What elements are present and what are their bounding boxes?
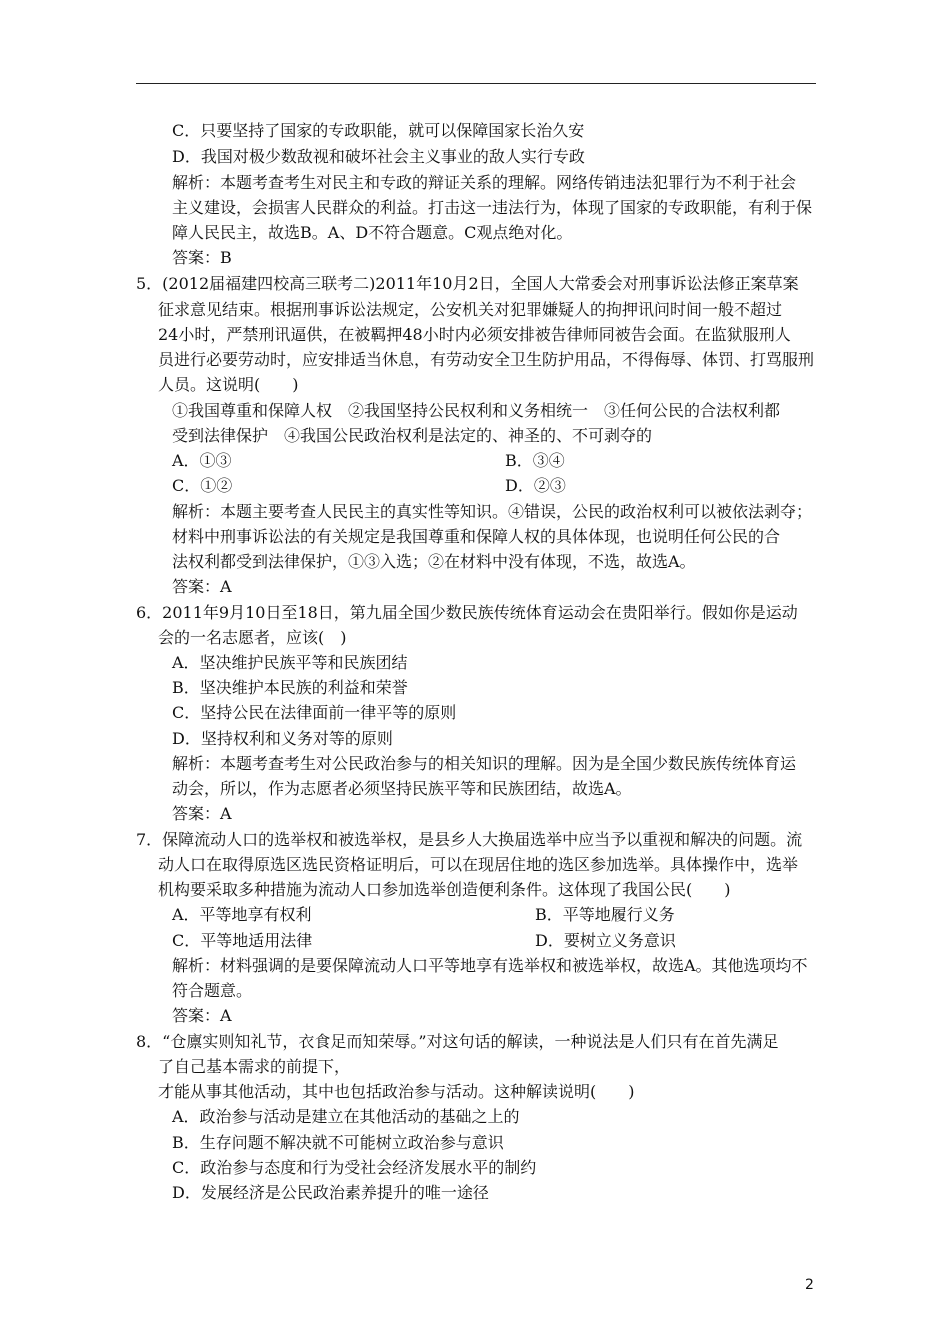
q6-answer: 答案：A: [172, 804, 232, 823]
q6-option-d: D．坚持权利和义务对等的原则: [172, 729, 393, 748]
q5-analysis-line: 解析：本题主要考查人民民主的真实性等知识。④错误，公民的政治权利可以被依法剥夺；: [172, 502, 813, 521]
q7-stem-line: 机构要采取多种措施为流动人口参加选举创造便利条件。这体现了我国公民( ): [158, 880, 731, 899]
q8-stem-line: 了自己基本需求的前提下，: [158, 1057, 351, 1076]
q6-option-a: A．坚决维护民族平等和民族团结: [172, 653, 408, 672]
q5-statements-line: 受到法律保护 ④我国公民政治权利是法定的、神圣的、不可剥夺的: [172, 426, 653, 445]
q7-analysis-line: 解析：材料强调的是要保障流动人口平等地享有选举权和被选举权，故选A。其他选项均不: [172, 956, 808, 975]
q5-answer: 答案：A: [172, 577, 232, 596]
q7-analysis-line: 符合题意。: [172, 981, 253, 1000]
q8-option-a: A．政治参与活动是建立在其他活动的基础之上的: [172, 1107, 520, 1126]
q5-option-c: C．①②: [172, 476, 233, 495]
q5-stem-line: 征求意见结束。根据刑事诉讼法规定，公安机关对犯罪嫌疑人的拘押讯问时间一般不超过: [158, 300, 783, 319]
q8-stem-line: 才能从事其他活动，其中也包括政治参与活动。这种解读说明( ): [158, 1082, 635, 1101]
q7-option-c: C．平等地适用法律: [172, 931, 313, 950]
q5-option-d: D．②③: [505, 476, 566, 495]
q5-stem-line: 人员。这说明( ): [158, 375, 299, 394]
q7-option-b: B．平等地履行义务: [535, 905, 675, 924]
q7-stem-line: 7．保障流动人口的选举权和被选举权，是县乡人大换届选举中应当予以重视和解决的问题。流: [136, 830, 803, 849]
q6-option-b: B．坚决维护本民族的利益和荣誉: [172, 678, 408, 697]
q6-analysis-line: 动会，所以，作为志愿者必须坚持民族平等和民族团结，故选A。: [172, 779, 632, 798]
q4-answer: 答案：B: [172, 248, 232, 267]
q4-analysis-line: 解析：本题考查考生对民主和专政的辩证关系的理解。网络传销违法犯罪行为不利于社会: [172, 173, 797, 192]
page-number: 2: [805, 1277, 814, 1293]
q5-stem-line: 24小时，严禁刑讯逼供，在被羁押48小时内必须安排被告律师同被告会面。在监狱服刑人: [158, 325, 791, 344]
q6-option-c: C．坚持公民在法律面前一律平等的原则: [172, 703, 457, 722]
q5-option-a: A．①③: [172, 451, 232, 470]
q8-option-b: B．生存问题不解决就不可能树立政治参与意识: [172, 1133, 504, 1152]
q4-option-c: C．只要坚持了国家的专政职能，就可以保障国家长治久安: [172, 121, 585, 140]
q4-analysis-line: 主义建设，会损害人民群众的利益。打击这一违法行为，体现了国家的专政职能，有利于保: [172, 198, 813, 217]
q6-analysis-line: 解析：本题考查考生对公民政治参与的相关知识的理解。因为是全国少数民族传统体育运: [172, 754, 797, 773]
q5-stem-line: 员进行必要劳动时，应安排适当休息，有劳动安全卫生防护用品，不得侮辱、体罚、打骂服刑: [158, 350, 815, 369]
q5-stem-line: 5．(2012届福建四校高三联考二)2011年10月2日，全国人大常委会对刑事诉讼法修正案草案: [136, 274, 799, 293]
q5-option-b: B．③④: [505, 451, 565, 470]
q7-option-d: D．要树立义务意识: [535, 931, 676, 950]
q4-option-d: D．我国对极少数敌视和破坏社会主义事业的敌人实行专政: [172, 147, 585, 166]
q5-analysis-line: 材料中刑事诉讼法的有关规定是我国尊重和保障人权的具体体现，也说明任何公民的合: [172, 527, 781, 546]
q7-answer: 答案：A: [172, 1006, 232, 1025]
q6-stem-line: 6．2011年9月10日至18日，第九届全国少数民族传统体育运动会在贵阳举行。假如你是运动: [136, 603, 798, 622]
q8-stem-line: 8．“仓廪实则知礼节，衣食足而知荣辱。”对这句话的解读，一种说法是人们只有在首先满足: [136, 1032, 779, 1051]
q8-option-d: D．发展经济是公民政治素养提升的唯一途径: [172, 1183, 489, 1202]
q7-option-a: A．平等地享有权利: [172, 905, 312, 924]
q4-analysis-line: 障人民民主，故选B。A、D不符合题意。C观点绝对化。: [172, 223, 573, 242]
q8-option-c: C．政治参与态度和行为受社会经济发展水平的制约: [172, 1158, 537, 1177]
q7-stem-line: 动人口在取得原选区选民资格证明后，可以在现居住地的选区参加选举。具体操作中，选举: [158, 855, 799, 874]
header-rule: [136, 83, 816, 84]
q5-statements-line: ①我国尊重和保障人权 ②我国坚持公民权利和义务相统一 ③任何公民的合法权利都: [172, 401, 781, 420]
q5-analysis-line: 法权利都受到法律保护，①③入选；②在材料中没有体现，不选，故选A。: [172, 552, 696, 571]
q6-stem-line: 会的一名志愿者，应该( ): [158, 628, 347, 647]
